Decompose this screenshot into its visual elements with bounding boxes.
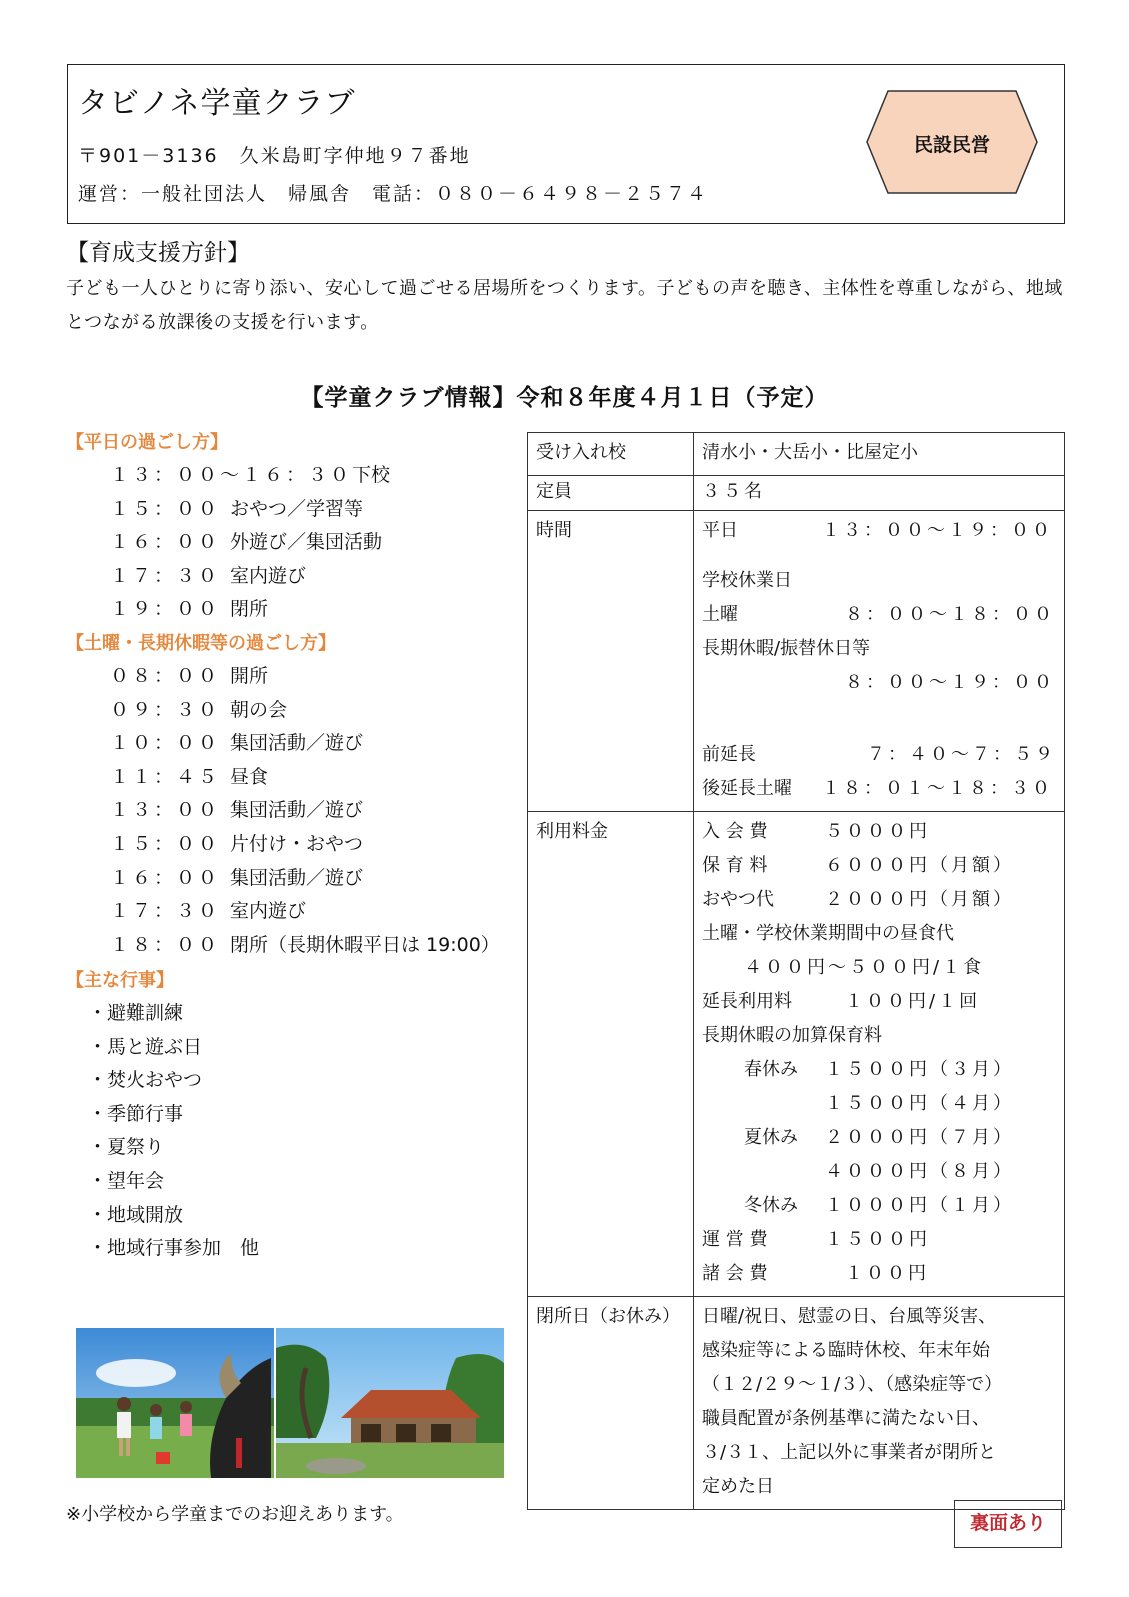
weekday-hours-label: 平日 [702, 520, 738, 541]
holiday-activity: 集団活動／遊び [230, 732, 364, 755]
weekday-time: １７：３０ [110, 564, 221, 587]
holiday-activity: 開所 [230, 665, 269, 687]
holiday-time: １０：００ [110, 732, 221, 755]
childcare-label: 保 育 料 [702, 855, 768, 876]
weekday-heading: 【平日の過ごし方】 [66, 432, 228, 453]
closed-line: 定めた日 [702, 1476, 774, 1497]
holiday-activity: 片付け・おやつ [230, 833, 364, 855]
club-address: 〒901－3136 久米島町字仲地９７番地 [78, 145, 471, 167]
closed-line: ３/３１、上記以外に事業者が閉所と [702, 1442, 997, 1463]
misc-label: 諸 会 費 [702, 1263, 768, 1284]
holiday-schedule-row [110, 829, 363, 856]
event-item: ・馬と遊ぶ日 [88, 1035, 203, 1058]
capacity-value: ３５名 [702, 481, 765, 502]
lunch-label: 土曜・学校休業期間中の昼食代 [702, 923, 954, 944]
club-operator: 運営：一般社団法人 帰風舎 電話：０８０－６４９８－２５７４ [78, 183, 709, 205]
policy-text: 子ども一人ひとりに寄り添い、安心して過ごせる居場所をつくります。子どもの声を聴き、主体性を尊重しながら、地域とつながる放課後の支援を行います。 [66, 278, 1063, 333]
holiday-time: １７：３０ [110, 900, 221, 923]
childcare-fee: ６０００円（月額） [825, 855, 1014, 876]
summer-fee-july: ２０００円（７月） [825, 1127, 1014, 1148]
summer-fee-august: ４０００円（８月） [825, 1161, 1014, 1182]
weekday-schedule-row [110, 594, 268, 621]
row-closed [528, 1297, 1065, 1510]
spring-fee-april: １５００円（４月） [825, 1093, 1014, 1114]
snack-label: おやつ代 [702, 889, 774, 910]
holiday-time: ０８：００ [110, 665, 221, 687]
winter-fee-january: １０００円（１月） [825, 1195, 1014, 1216]
weekday-time: １３：００～１６：３０ [110, 464, 353, 486]
event-item: ・焚火おやつ [88, 1069, 203, 1092]
holiday-time: １３：００ [110, 799, 221, 822]
weekday-hours: １３：００～１９：００ [822, 520, 1053, 541]
extension-label: 延長利用料 [702, 991, 792, 1012]
early-extension-hours: ７：４０～７：５９ [867, 744, 1056, 765]
late-extension-label: 後延長土曜 [702, 778, 792, 799]
holiday-activity: 閉所（長期休暇平日は 19:00） [230, 933, 500, 956]
closed-label: 閉所日（お休み） [536, 1306, 680, 1327]
winter-label: 冬休み [744, 1195, 798, 1216]
info-title: 【学童クラブ情報】令和８年度４月１日（予定） [300, 385, 829, 411]
late-extension-hours: １８：０１～１８：３０ [822, 778, 1053, 799]
holiday-time: ０９：３０ [110, 698, 221, 721]
closed-line: 感染症等による臨時休校、年末年始 [702, 1340, 990, 1361]
snack-fee: ２０００円（月額） [825, 889, 1014, 910]
info-table [527, 432, 1065, 1510]
event-item: ・望年会 [88, 1170, 165, 1192]
long-holiday-label: 長期休暇/振替休日等 [702, 638, 871, 659]
saturday-label: 土曜 [702, 604, 738, 625]
holiday-schedule-row [110, 930, 500, 957]
summer-label: 夏休み [744, 1127, 798, 1148]
weekday-activity: おやつ／学習等 [230, 497, 364, 520]
weekday-time: １９：００ [110, 598, 221, 621]
school-holiday-label: 学校休業日 [702, 570, 792, 591]
event-item: ・避難訓練 [88, 1002, 184, 1024]
holiday-time: １６：００ [110, 866, 221, 889]
spring-fee-march: １５００円（３月） [825, 1059, 1014, 1080]
holiday-activity: 室内遊び [230, 900, 307, 923]
weekday-time: １６：００ [110, 531, 221, 554]
closed-line: 日曜/祝日、慰霊の日、台風等災害、 [702, 1306, 997, 1327]
photo-children-goat [76, 1328, 274, 1478]
back-side-notice: 裏面あり [954, 1500, 1062, 1548]
holiday-time: １５：００ [110, 833, 221, 855]
row-schools [528, 433, 1065, 476]
capacity-label: 定員 [536, 481, 572, 502]
schools-label: 受け入れ校 [536, 442, 626, 463]
holiday-time: １８：００ [110, 933, 221, 956]
extension-fee: １００円/１回 [845, 991, 981, 1012]
closed-line: （１２/２９～１/３）、（感染症等で） [702, 1374, 1003, 1395]
event-item: ・地域行事参加 他 [88, 1237, 260, 1260]
holiday-schedule-row [110, 762, 268, 789]
policy-heading: 【育成支援方針】 [66, 240, 250, 266]
weekday-time: １５：００ [110, 497, 221, 520]
holiday-schedule-row [110, 695, 287, 722]
enrollment-fee: ５０００円 [825, 821, 930, 842]
event-item: ・夏祭り [88, 1136, 165, 1159]
enrollment-label: 入 会 費 [702, 821, 768, 842]
holiday-heading: 【土曜・長期休暇等の過ごし方】 [66, 633, 336, 654]
operating-label: 運 営 費 [702, 1229, 768, 1250]
holiday-schedule-row [110, 863, 363, 890]
holiday-activity: 朝の会 [230, 698, 288, 721]
holiday-time: １１：４５ [110, 765, 221, 788]
weekday-schedule-row [110, 561, 306, 588]
holiday-activity: 昼食 [230, 765, 269, 788]
holiday-fee-label: 長期休暇の加算保育料 [702, 1025, 882, 1046]
long-holiday-hours: ８：００～１９：００ [845, 672, 1055, 693]
events-heading: 【主な行事】 [66, 970, 174, 991]
schools-value: 清水小・大岳小・比屋定小 [702, 442, 918, 463]
fees-label: 利用料金 [536, 821, 608, 842]
early-extension-label: 前延長 [702, 744, 756, 765]
holiday-schedule-row [110, 795, 363, 822]
weekday-activity: 外遊び／集団活動 [230, 531, 383, 554]
club-name: タビノネ学童クラブ [78, 86, 356, 121]
weekday-schedule-row [110, 494, 363, 521]
spring-label: 春休み [744, 1059, 798, 1080]
weekday-activity: 下校 [352, 464, 391, 486]
closed-line: 職員配置が条例基準に満たない日、 [702, 1408, 990, 1429]
operating-fee: １５００円 [825, 1229, 930, 1250]
event-item: ・季節行事 [88, 1102, 184, 1125]
weekday-schedule-row [110, 460, 390, 487]
row-fees [528, 812, 1065, 1297]
photo-old-house [276, 1328, 504, 1478]
holiday-schedule-row [110, 661, 268, 688]
hours-label: 時間 [536, 520, 572, 541]
holiday-schedule-row [110, 896, 306, 923]
weekday-schedule-row [110, 527, 382, 554]
badge-label: 民設民営 [913, 134, 990, 156]
saturday-hours: ８：００～１８：００ [845, 604, 1055, 625]
row-capacity [528, 476, 1065, 511]
weekday-activity: 閉所 [230, 598, 269, 621]
pickup-note: ※小学校から学童までのお迎えあります。 [66, 1504, 404, 1525]
misc-fee: １００円 [845, 1263, 929, 1284]
row-hours [528, 511, 1065, 812]
event-item: ・地域開放 [88, 1203, 184, 1226]
lunch-fee: ４００円～５００円/１食 [744, 957, 985, 978]
holiday-schedule-row [110, 728, 363, 755]
holiday-activity: 集団活動／遊び [230, 866, 364, 889]
holiday-activity: 集団活動／遊び [230, 799, 364, 822]
weekday-activity: 室内遊び [230, 564, 307, 587]
